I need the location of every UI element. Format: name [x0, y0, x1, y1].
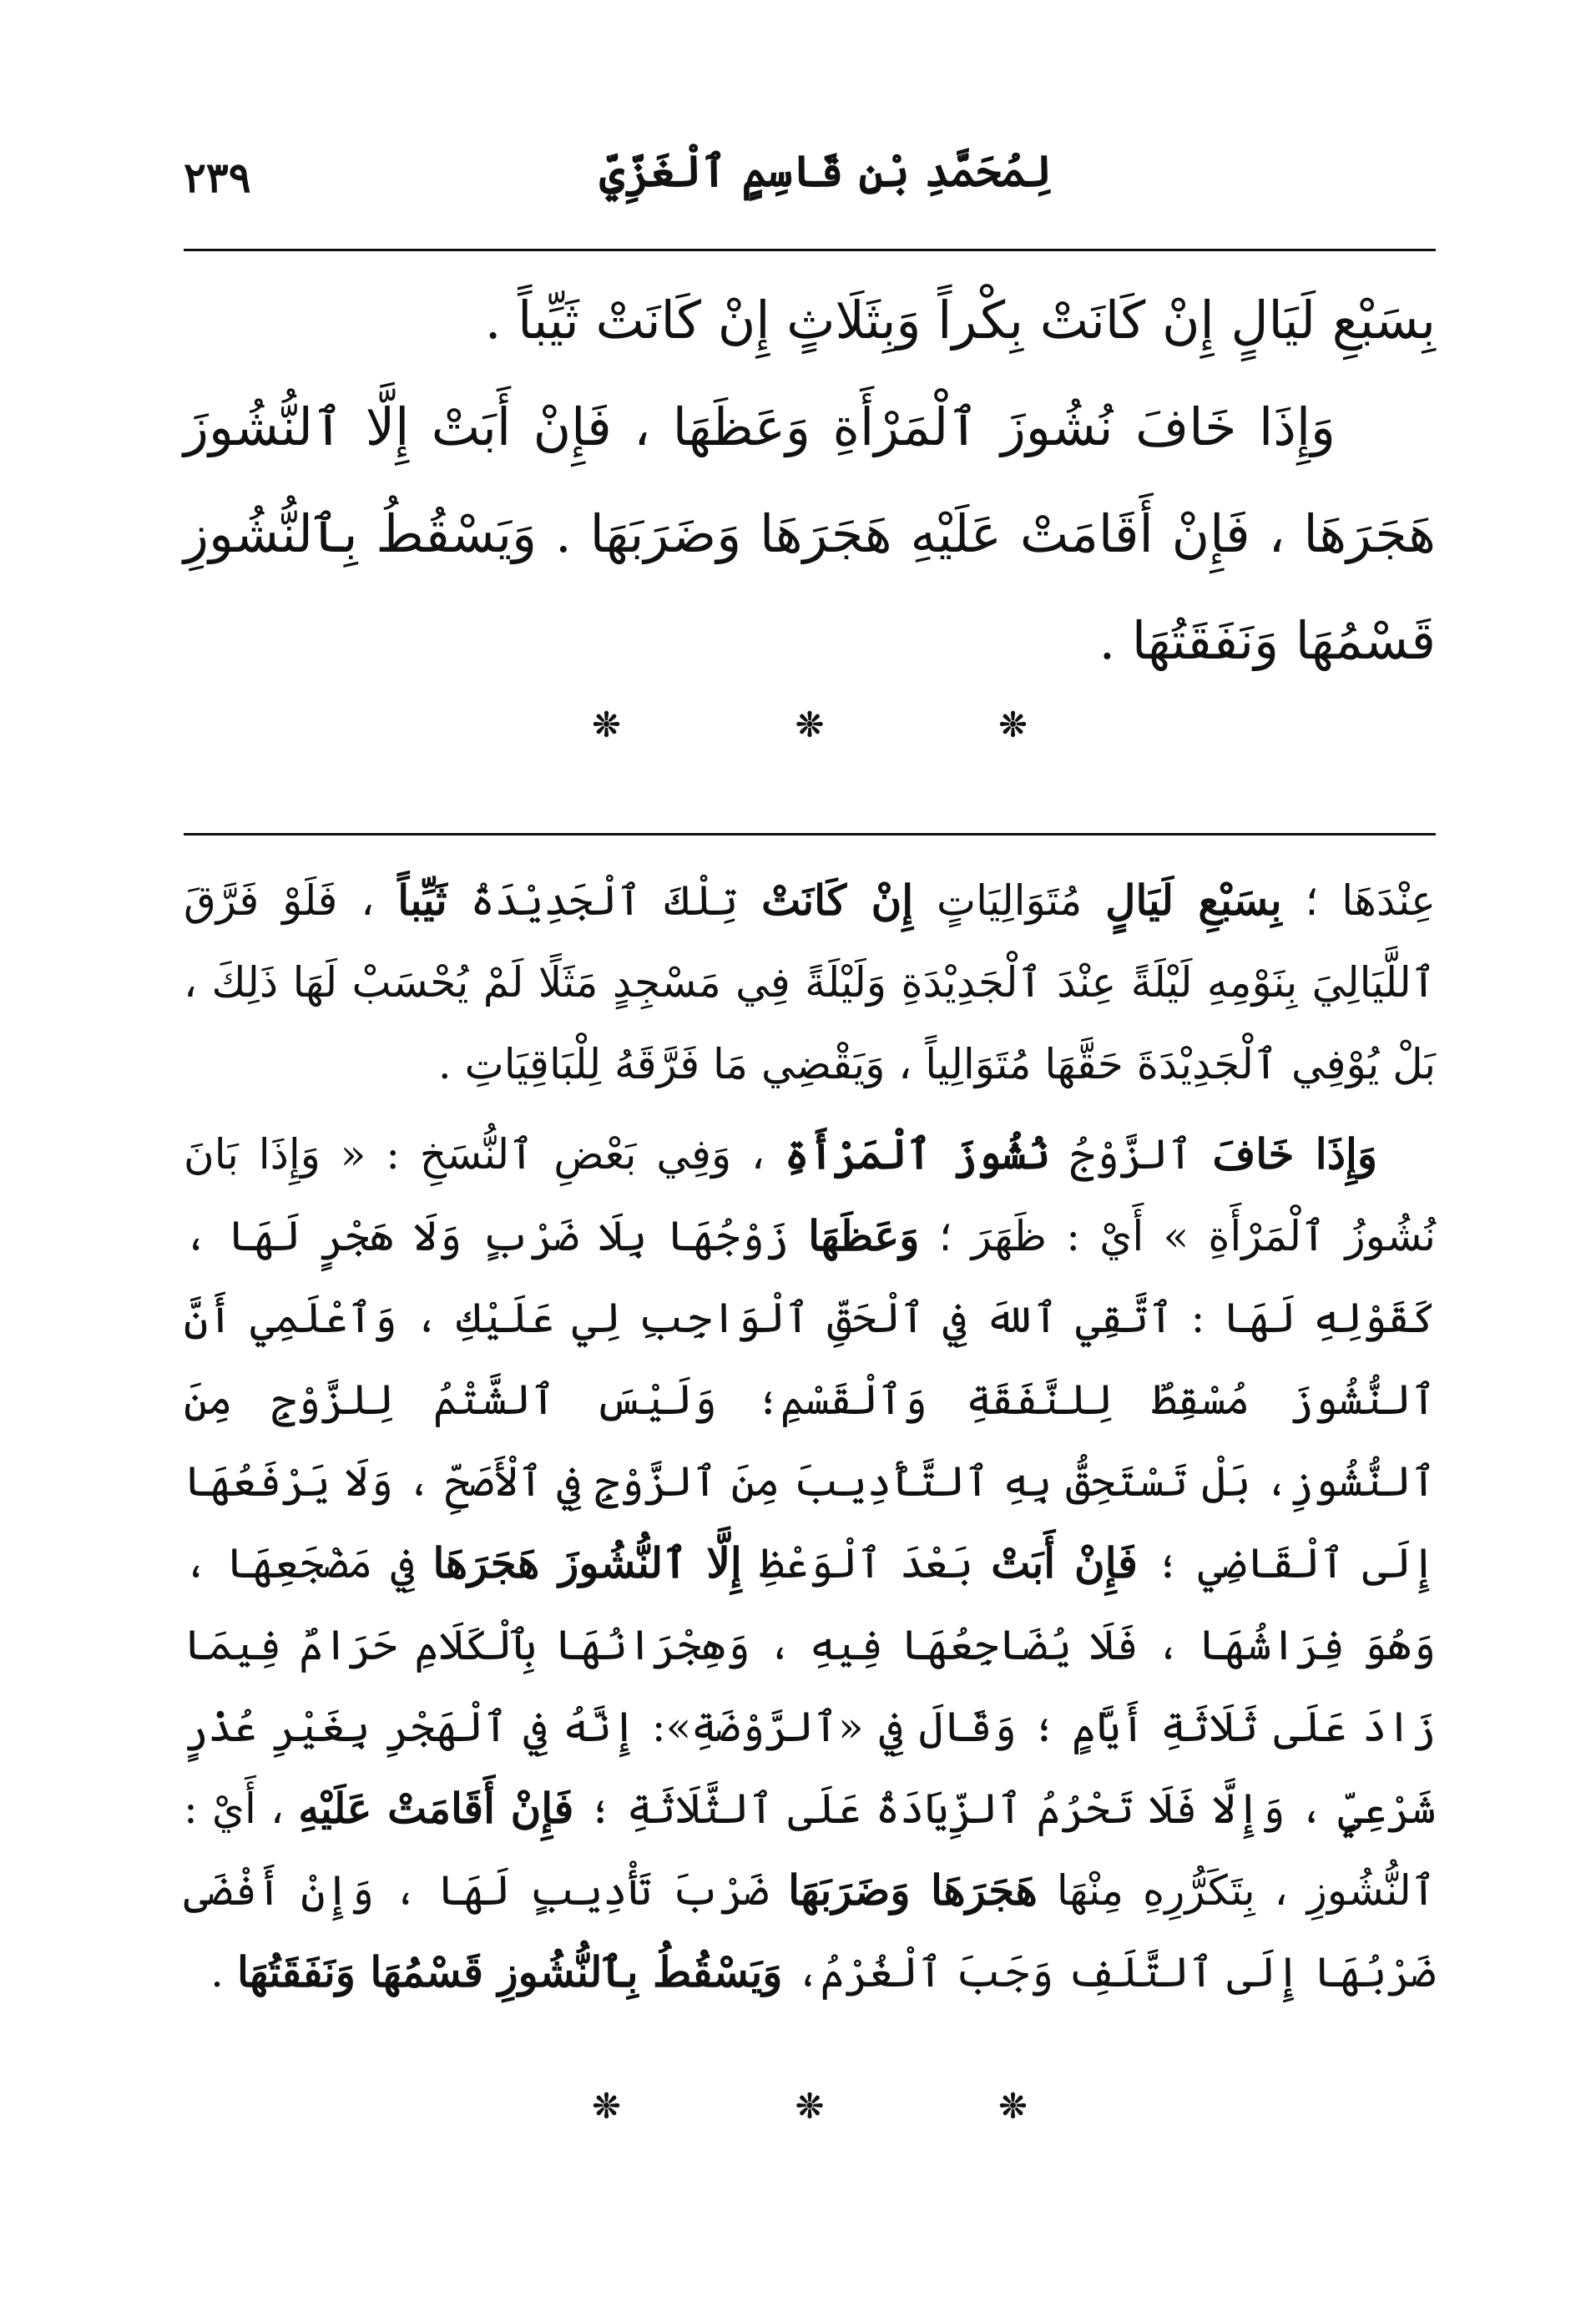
commentary-run: ، وَفِي بَعْضِ ٱلنُّسَخِ : « وَإِذَا بَانَ نُشُوزُ ٱلْمَرْأَةِ » أَيْ : ظَهَرَ ؛	[184, 1130, 1436, 1260]
main-text-paragraph-2: وَإِذَا خَافَ نُشُوزَ ٱلْمَرْأَةِ وَعَظَهَا ، فَإِنْ أَبَتْ إِلَّا ٱلنُّشُوزَ هَجَرَهَا ، فَإِنْ أَقَامَتْ عَلَيْهِ هَجَرَهَا وَضَرَبَهَا . وَيَسْقُطُ بِٱلنُّشُوزِ قَسْمُهَا وَنَفَقَتُهَا .	[184, 396, 1436, 671]
commentary-run: زَوْجُهَا بِلَا ضَرْبٍ وَلَا هَجْرٍ لَهَا ، كَقَوْلِهِ لَهَا : ٱتَّقِي ٱللهَ فِي ٱلْحَقِّ ٱلْوَاجِبِ لِي عَلَيْكِ ، وَٱعْلَمِي أَنَّ ٱلنُّشُوزَ مُسْقِطٌ لِلنَّفَقَةِ وَٱلْقَسْمِ؛ وَلَيْسَ ٱلشَّتْمُ لِلزَّوْجِ مِنَ ٱلنُّشُوزِ، بَلْ تَسْتَحِقُّ بِهِ ٱلتَّأْدِيبَ مِنَ ٱلزَّوْجِ فِي ٱلْأَصَحِّ ، وَلَا يَرْفَعُهَا إِلَى ٱلْقَاضِي ؛	[184, 1212, 1437, 1588]
commentary-run: مُتَوَالِيَاتٍ	[913, 876, 1106, 925]
quoted-matn-run: إِلَّا ٱلنُّشُوزَ هَجَرَهَا	[432, 1538, 742, 1588]
separator-star-icon: ❊	[795, 2087, 824, 2126]
quoted-matn-run: نُشُوزَ ٱلْمَرْأَةِ	[784, 1129, 1051, 1179]
quoted-matn-run: فَإِنْ أَقَامَتْ عَلَيْهِ	[298, 1784, 574, 1833]
commentary-run: ٱلزَّوْجُ	[1050, 1130, 1213, 1179]
section-separator-bottom	[184, 2087, 1436, 2137]
commentary-run: ضَرْبَ تَأْدِيبٍ لَهَا ، وَإِنْ أَفْضَى ضَرْبُهَا إِلَى ٱلتَّلَفِ وَجَبَ ٱلْغُرْمُ،	[184, 1866, 1436, 1997]
commentary-run: تِلْكَ ٱلْجَدِيْدَةُ	[447, 876, 762, 925]
commentary-rule	[184, 833, 1436, 835]
quoted-matn-run: هَجَرَهَا وَضَرَبَهَا	[788, 1865, 1038, 1915]
separator-star-icon: ❊	[592, 2087, 621, 2126]
separator-star-icon: ❊	[998, 2087, 1028, 2126]
main-text-line-1: بِسَبْعِ لَيَالٍ إِنْ كَانَتْ بِكْراً وَبِثَلَاثٍ إِنْ كَانَتْ ثَيِّباً .	[484, 290, 1436, 351]
quoted-matn-run: وَيَسْقُطُ بِٱلنُّشُوزِ قَسْمُهَا وَنَفَقَتُهَا	[236, 1947, 783, 1997]
quoted-matn-run: بِسَبْعِ لَيَالٍ	[1105, 876, 1282, 925]
running-header	[184, 138, 1436, 230]
header-rule	[184, 249, 1436, 251]
separator-star-icon: ❊	[998, 705, 1028, 745]
quoted-matn-run: إِنْ كَانَتْ	[761, 876, 914, 925]
commentary-run: فِي مَضْجَعِهَا ، وَهُوَ فِرَاشُهَا ، فَلَا يُضَاجِعُهَا فِيهِ ، وَهِجْرَانُهَا بِٱلْكَلَامِ حَرَامٌ فِيمَا زَادَ عَلَى ثَلَاثَةِ أَيَّامٍ ؛ وَقَالَ فِي «ٱلرَّوْضَةِ»: إِنَّهُ فِي ٱلْهَجْرِ بِغَيْرِ عُذْرٍ شَرْعِيٍّ ، وَإِلَّا فَلَا تَحْرُمُ ٱلزِّيَادَةُ عَلَى ٱلثَّلَاثَةِ ؛	[184, 1539, 1436, 1833]
separator-star-icon: ❊	[795, 705, 824, 745]
commentary-run: ، أَيْ : ٱلنُّشُوزِ ، بِتَكَرُّرِهِ مِنْهَا	[184, 1785, 1436, 1915]
running-title: لِمُحَمَّدِ بْنِ قَاسِمٍ ٱلْغَزِّيِّ	[599, 146, 1052, 197]
commentary-run: ، فَلَوْ فَرَّقَ ٱللَّيَالِيَ بِنَوْمِهِ لَيْلَةً عِنْدَ ٱلْجَدِيْدَةِ وَلَيْلَةً فِي مَسْجِدٍ مَثَلًا لَمْ يُحْسَبْ لَهَا ذَلِكَ ، بَلْ يُوْفِي ٱلْجَدِيْدَةَ حَقَّهَا مُتَوَالِياً ، وَيَقْضِي مَا فَرَّقَهُ لِلْبَاقِيَاتِ .	[184, 876, 1436, 1088]
commentary-run: بَعْدَ ٱلْوَعْظِ	[741, 1539, 992, 1588]
commentary-text	[184, 860, 1436, 2013]
section-separator-top	[184, 705, 1436, 755]
quoted-matn-run: فَإِنْ أَبَتْ	[991, 1538, 1138, 1588]
main-text	[184, 267, 1436, 694]
page-number: ٢٣٩	[184, 153, 251, 202]
commentary-run: عِنْدَهَا ؛	[1281, 876, 1437, 925]
commentary-run: .	[210, 1948, 237, 1997]
commentary-paragraph-2	[184, 1113, 1436, 2013]
quoted-matn-run: وَعَظَهَا	[808, 1211, 920, 1260]
quoted-matn-run: ثَيِّباً	[397, 876, 447, 925]
commentary-paragraph-1	[184, 860, 1436, 1105]
separator-star-icon: ❊	[592, 705, 621, 745]
quoted-matn-run: وَإِذَا خَافَ	[1212, 1129, 1377, 1179]
